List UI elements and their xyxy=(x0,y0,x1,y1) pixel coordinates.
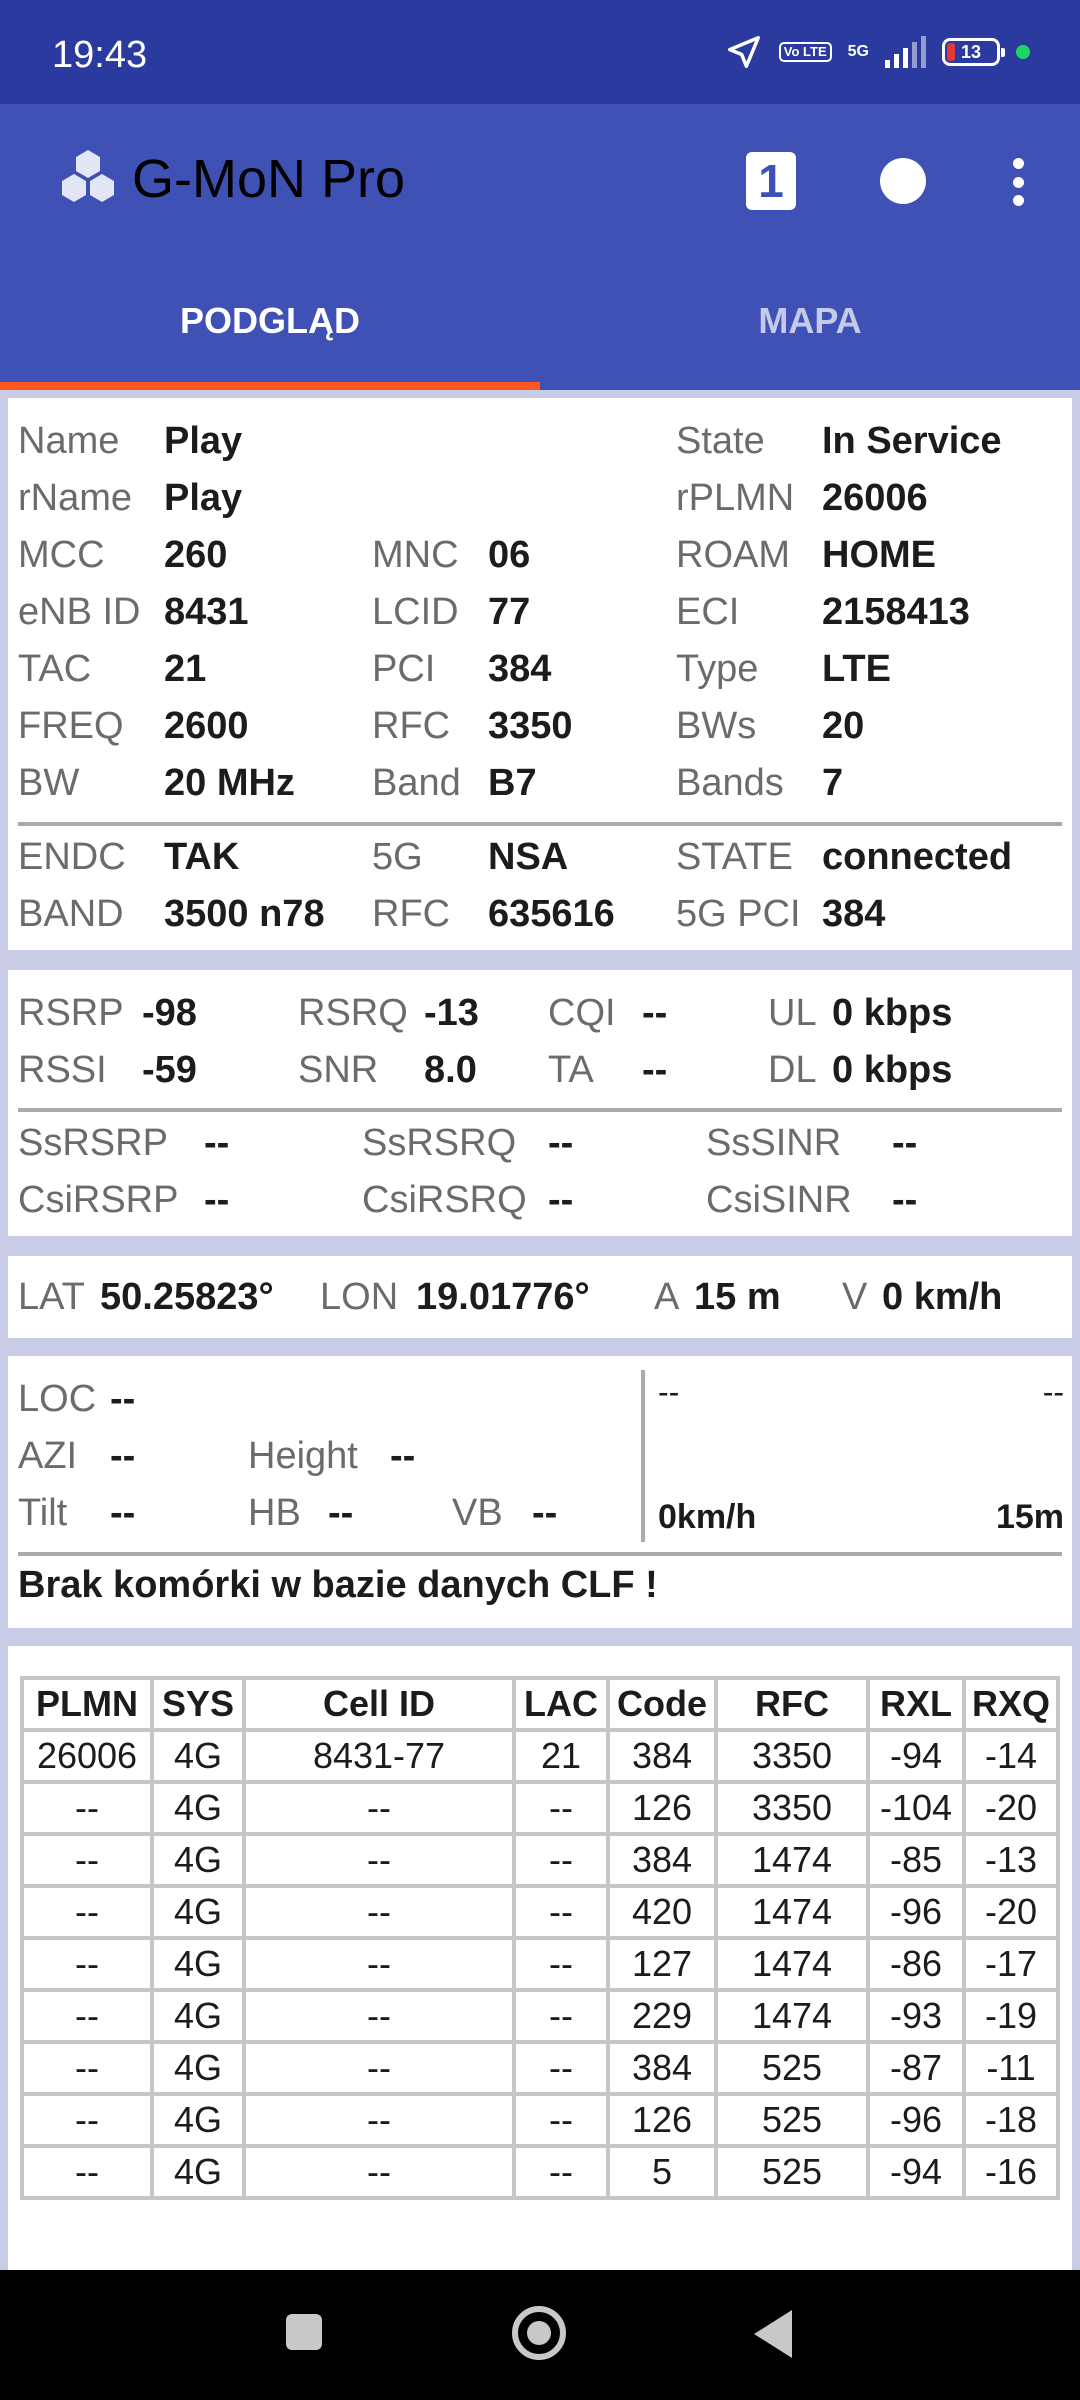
status-bar xyxy=(0,0,1080,104)
lat-label: LAT xyxy=(18,1276,85,1318)
table-cell: -- xyxy=(514,2146,608,2198)
mcc-value: 260 xyxy=(164,534,228,576)
table-cell: -87 xyxy=(868,2042,964,2094)
table-cell: -- xyxy=(514,1834,608,1886)
rplmn-value: 26006 xyxy=(822,477,928,519)
home-icon[interactable] xyxy=(512,2306,566,2360)
ul-value: 0 kbps xyxy=(832,992,953,1034)
table-cell: -- xyxy=(244,1782,514,1834)
cell-info-card xyxy=(8,398,1072,950)
ssrsrq-value: -- xyxy=(548,1122,574,1164)
battery-level: 13 xyxy=(960,42,982,62)
table-cell: -- xyxy=(244,1886,514,1938)
rssi-value: -59 xyxy=(142,1049,197,1091)
enb-label: eNB ID xyxy=(18,591,141,633)
gauge-speed: 0km/h xyxy=(658,1498,757,1536)
back-icon[interactable] xyxy=(754,2310,792,2358)
table-cell: -- xyxy=(514,1990,608,2042)
name-value: Play xyxy=(164,420,243,462)
snr-value: 8.0 xyxy=(424,1049,477,1091)
table-cell: 384 xyxy=(608,1834,716,1886)
table-cell: -- xyxy=(22,1834,152,1886)
recents-icon[interactable] xyxy=(286,2314,322,2350)
table-cell: -94 xyxy=(868,1730,964,1782)
azi-label: AZI xyxy=(18,1435,78,1477)
type-value: LTE xyxy=(822,648,891,690)
table-header: RXL xyxy=(868,1678,964,1730)
table-cell: -13 xyxy=(964,1834,1058,1886)
table-row xyxy=(22,2094,1058,2146)
csirsrq-label: CsiRSRQ xyxy=(362,1179,527,1221)
bws-label: BWs xyxy=(676,705,757,747)
hb-label: HB xyxy=(248,1492,301,1534)
app-title: G-MoN Pro xyxy=(132,149,406,209)
table-cell: -96 xyxy=(868,2094,964,2146)
table-cell: -- xyxy=(514,1938,608,1990)
ul-label: UL xyxy=(768,992,817,1034)
endc-value: TAK xyxy=(164,836,240,878)
table-header: RFC xyxy=(716,1678,868,1730)
type-label: Type xyxy=(676,648,759,690)
table-cell: 8431-77 xyxy=(244,1730,514,1782)
state-label: State xyxy=(676,420,765,462)
table-header: Code xyxy=(608,1678,716,1730)
name-label: Name xyxy=(18,420,120,462)
app-bar xyxy=(0,104,1080,390)
csisinr-label: CsiSINR xyxy=(706,1179,852,1221)
table-cell: 4G xyxy=(152,1938,244,1990)
mnc-label: MNC xyxy=(372,534,459,576)
dl-label: DL xyxy=(768,1049,817,1091)
table-cell: -- xyxy=(514,2094,608,2146)
nr-mode-value: NSA xyxy=(488,836,569,878)
table-cell: 5 xyxy=(608,2146,716,2198)
table-cell: 1474 xyxy=(716,1886,868,1938)
hb-value: -- xyxy=(328,1492,354,1534)
table-cell: -18 xyxy=(964,2094,1058,2146)
active-tab-indicator xyxy=(0,382,540,390)
cqi-label: CQI xyxy=(548,992,616,1034)
table-row xyxy=(22,1834,1058,1886)
gauge-accuracy: 15m xyxy=(995,1498,1064,1536)
table-cell: -86 xyxy=(868,1938,964,1990)
clf-warning-message: Brak komórki w bazie danych CLF ! xyxy=(18,1564,658,1606)
table-header: LAC xyxy=(514,1678,608,1730)
navigation-bar xyxy=(0,2270,1080,2400)
mnc-value: 06 xyxy=(488,534,531,576)
table-cell: 126 xyxy=(608,2094,716,2146)
rname-value: Play xyxy=(164,477,243,519)
table-cell: -- xyxy=(244,2042,514,2094)
tilt-value: -- xyxy=(110,1492,136,1534)
bws-value: 20 xyxy=(822,705,865,747)
table-cell: 26006 xyxy=(22,1730,152,1782)
table-cell: 3350 xyxy=(716,1730,868,1782)
location-arrow-icon xyxy=(725,33,763,71)
network-type-icon: 5G xyxy=(847,43,869,60)
table-row xyxy=(22,1782,1058,1834)
table-cell: 229 xyxy=(608,1990,716,2042)
table-cell: -- xyxy=(22,1886,152,1938)
nr-mode-label: 5G xyxy=(372,836,423,878)
tab-mapa[interactable]: MAPA xyxy=(758,300,862,341)
table-cell: 3350 xyxy=(716,1782,868,1834)
table-cell: -19 xyxy=(964,1990,1058,2042)
tab-podglad[interactable]: PODGLĄD xyxy=(180,300,360,341)
accuracy-label: A xyxy=(654,1276,680,1318)
table-cell: -11 xyxy=(964,2042,1058,2094)
table-cell: -- xyxy=(22,1782,152,1834)
table-cell: 420 xyxy=(608,1886,716,1938)
battery-icon xyxy=(942,38,1000,66)
rname-label: rName xyxy=(18,477,133,519)
tilt-label: Tilt xyxy=(18,1492,68,1534)
more-options-icon[interactable] xyxy=(1010,158,1026,206)
state-value: In Service xyxy=(822,420,1002,462)
table-cell: 126 xyxy=(608,1782,716,1834)
nr-rfc-label: RFC xyxy=(372,893,451,935)
table-cell: -- xyxy=(514,1886,608,1938)
divider xyxy=(18,822,1062,826)
sssinr-value: -- xyxy=(892,1122,918,1164)
csirsrp-label: CsiRSRP xyxy=(18,1179,179,1221)
dl-value: 0 kbps xyxy=(832,1049,953,1091)
site-card xyxy=(8,1356,1072,1628)
status-icons xyxy=(725,30,1030,74)
ssrsrq-label: SsRSRQ xyxy=(362,1122,517,1164)
freq-label: FREQ xyxy=(18,705,124,747)
table-cell: 525 xyxy=(716,2094,868,2146)
table-row xyxy=(22,1990,1058,2042)
table-cell: 21 xyxy=(514,1730,608,1782)
table-cell: 525 xyxy=(716,2042,868,2094)
table-header: SYS xyxy=(152,1678,244,1730)
height-label: Height xyxy=(248,1435,358,1477)
table-cell: -94 xyxy=(868,2146,964,2198)
table-cell: 525 xyxy=(716,2146,868,2198)
app-logo-icon xyxy=(52,146,124,218)
rsrp-label: RSRP xyxy=(18,992,124,1034)
loc-value: -- xyxy=(110,1378,136,1420)
status-time: 19:43 xyxy=(52,34,148,76)
enb-value: 8431 xyxy=(164,591,249,633)
csirsrq-value: -- xyxy=(548,1179,574,1221)
rsrq-label: RSRQ xyxy=(298,992,408,1034)
vertical-divider xyxy=(641,1370,645,1542)
signal-card xyxy=(8,970,1072,1236)
table-cell: 1474 xyxy=(716,1990,868,2042)
table-cell: -96 xyxy=(868,1886,964,1938)
table-header: RXQ xyxy=(964,1678,1058,1730)
table-cell: -- xyxy=(22,1938,152,1990)
table-row xyxy=(22,1730,1058,1782)
snr-label: SNR xyxy=(298,1049,379,1091)
speed-value: 0 km/h xyxy=(882,1276,1003,1318)
endc-label: ENDC xyxy=(18,836,126,878)
table-row xyxy=(22,1938,1058,1990)
table-cell: -- xyxy=(244,1834,514,1886)
tac-value: 21 xyxy=(164,648,207,690)
nr-state-label: STATE xyxy=(676,836,793,878)
rfc-label: RFC xyxy=(372,705,451,747)
table-cell: -- xyxy=(22,2042,152,2094)
table-cell: 4G xyxy=(152,2094,244,2146)
nr-rfc-value: 635616 xyxy=(488,893,615,935)
vb-value: -- xyxy=(532,1492,558,1534)
csisinr-value: -- xyxy=(892,1179,918,1221)
table-cell: -85 xyxy=(868,1834,964,1886)
rsrq-value: -13 xyxy=(424,992,479,1034)
sssinr-label: SsSINR xyxy=(706,1122,842,1164)
pci-label: PCI xyxy=(372,648,436,690)
bw-value: 20 MHz xyxy=(164,762,295,804)
ta-label: TA xyxy=(548,1049,594,1091)
ta-value: -- xyxy=(642,1049,668,1091)
gauge-top-left: -- xyxy=(658,1374,680,1410)
table-cell: -16 xyxy=(964,2146,1058,2198)
bands-label: Bands xyxy=(676,762,784,804)
loc-label: LOC xyxy=(18,1378,97,1420)
table-cell: -- xyxy=(244,1938,514,1990)
table-cell: -- xyxy=(514,2042,608,2094)
table-cell: 1474 xyxy=(716,1834,868,1886)
volte-icon: Vo LTE xyxy=(779,42,832,62)
rfc-value: 3350 xyxy=(488,705,573,747)
mcc-label: MCC xyxy=(18,534,105,576)
lon-value: 19.01776° xyxy=(416,1276,590,1318)
freq-value: 2600 xyxy=(164,705,249,747)
nr-band-label: BAND xyxy=(18,893,124,935)
sim-selector-icon[interactable]: 1 xyxy=(746,152,796,210)
table-cell: -- xyxy=(22,2094,152,2146)
divider xyxy=(18,1108,1062,1112)
bw-label: BW xyxy=(18,762,80,804)
bands-value: 7 xyxy=(822,762,844,804)
table-cell: 4G xyxy=(152,1834,244,1886)
nr-state-value: connected xyxy=(822,836,1013,878)
table-cell: -93 xyxy=(868,1990,964,2042)
roam-value: HOME xyxy=(822,534,936,576)
lon-label: LON xyxy=(320,1276,399,1318)
azi-value: -- xyxy=(110,1435,136,1477)
lcid-label: LCID xyxy=(372,591,459,633)
table-cell: -20 xyxy=(964,1782,1058,1834)
lat-value: 50.25823° xyxy=(100,1276,274,1318)
table-cell: 4G xyxy=(152,1782,244,1834)
location-card xyxy=(8,1256,1072,1338)
nr-band-value: 3500 n78 xyxy=(164,893,325,935)
signal-bars-icon xyxy=(885,36,926,68)
gauge-top-right: -- xyxy=(1042,1374,1064,1410)
divider xyxy=(18,1552,1062,1556)
table-cell: -- xyxy=(22,2146,152,2198)
table-cell: -- xyxy=(22,1990,152,2042)
table-cell: 127 xyxy=(608,1938,716,1990)
band-label: Band xyxy=(372,762,461,804)
neighbour-table xyxy=(20,1676,1060,2200)
table-header: Cell ID xyxy=(244,1678,514,1730)
table-cell: 4G xyxy=(152,2146,244,2198)
table-cell: -- xyxy=(514,1782,608,1834)
table-header: PLMN xyxy=(22,1678,152,1730)
neighbour-card xyxy=(8,1646,1072,2280)
speed-label: V xyxy=(842,1276,868,1318)
accuracy-value: 15 m xyxy=(694,1276,781,1318)
table-cell: -14 xyxy=(964,1730,1058,1782)
table-cell: 384 xyxy=(608,1730,716,1782)
eci-label: ECI xyxy=(676,591,740,633)
eci-value: 2158413 xyxy=(822,591,970,633)
table-cell: 4G xyxy=(152,1730,244,1782)
table-cell: 4G xyxy=(152,2042,244,2094)
height-value: -- xyxy=(390,1435,416,1477)
nr-pci-value: 384 xyxy=(822,893,886,935)
rplmn-label: rPLMN xyxy=(676,477,795,519)
table-cell: -- xyxy=(244,1990,514,2042)
table-row xyxy=(22,1886,1058,1938)
vb-label: VB xyxy=(452,1492,503,1534)
pci-value: 384 xyxy=(488,648,552,690)
ssrsrp-label: SsRSRP xyxy=(18,1122,168,1164)
band-value: B7 xyxy=(488,762,537,804)
table-cell: -- xyxy=(244,2094,514,2146)
nr-pci-label: 5G PCI xyxy=(676,893,801,935)
table-cell: 384 xyxy=(608,2042,716,2094)
rsrp-value: -98 xyxy=(142,992,197,1034)
record-button-icon[interactable] xyxy=(880,158,926,204)
table-cell: -17 xyxy=(964,1938,1058,1990)
table-cell: 1474 xyxy=(716,1938,868,1990)
roam-label: ROAM xyxy=(676,534,790,576)
cqi-value: -- xyxy=(642,992,668,1034)
table-cell: 4G xyxy=(152,1990,244,2042)
table-cell: -- xyxy=(244,2146,514,2198)
privacy-indicator-icon xyxy=(1016,45,1030,59)
lcid-value: 77 xyxy=(488,591,531,633)
csirsrp-value: -- xyxy=(204,1179,230,1221)
table-cell: -104 xyxy=(868,1782,964,1834)
table-cell: -20 xyxy=(964,1886,1058,1938)
tac-label: TAC xyxy=(18,648,92,690)
table-cell: 4G xyxy=(152,1886,244,1938)
ssrsrp-value: -- xyxy=(204,1122,230,1164)
table-row xyxy=(22,2042,1058,2094)
rssi-label: RSSI xyxy=(18,1049,107,1091)
table-row xyxy=(22,2146,1058,2198)
